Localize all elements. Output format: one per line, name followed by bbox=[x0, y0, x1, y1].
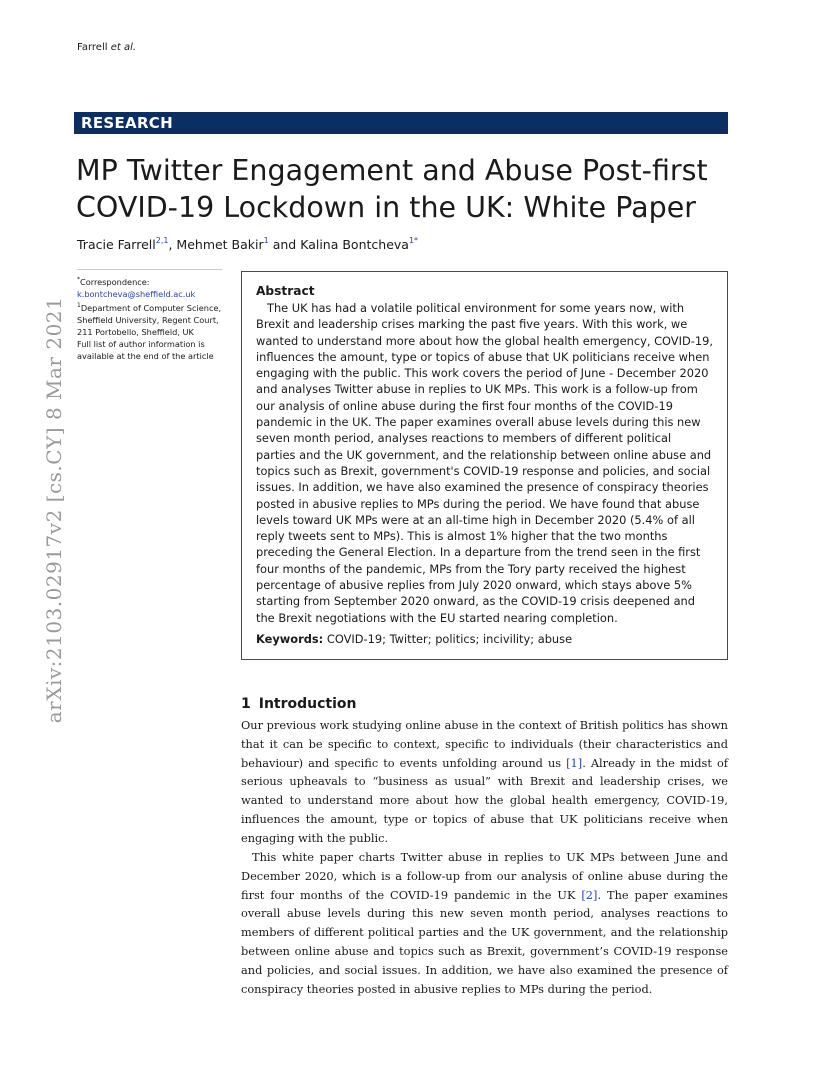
arxiv-identifier-stamp: arXiv:2103.02917v2 [cs.CY] 8 Mar 2021 bbox=[42, 296, 66, 724]
paragraph-text: This white paper charts Twitter abuse in replies to UK MPs between June and December 2020, which is a follow-up from our analysis of online abuse during the first four months of the COVID-19 pandemic in the UK bbox=[241, 850, 728, 902]
author-affiliation-mark[interactable]: 2,1 bbox=[155, 236, 169, 245]
section-title: Introduction bbox=[258, 696, 357, 712]
keywords-line bbox=[256, 631, 713, 647]
affiliation-mark: 1 bbox=[77, 302, 81, 309]
introduction-paragraph-2 bbox=[241, 848, 728, 998]
keywords-list: COVID-19; Twitter; politics; incivility; abuse bbox=[326, 631, 573, 646]
abstract-heading: Abstract bbox=[256, 284, 315, 298]
paragraph-text: . Already in the midst of serious upheavals to “business as usual” with Brexit and leadership crises, we wanted to understand more about how the global health emergency, COVID-19, influences the amount, type or topics of abuse that UK politicians receive when engaging with the public. bbox=[241, 755, 728, 845]
abstract-box bbox=[241, 271, 728, 660]
author-affiliation-mark[interactable]: 1 bbox=[263, 236, 269, 245]
correspondence-email-link[interactable]: k.bontcheva@sheffield.ac.uk bbox=[77, 289, 196, 299]
correspondence-divider bbox=[77, 269, 222, 270]
author-info-note: Full list of author information is available at the end of the article bbox=[77, 339, 214, 361]
introduction-paragraph-1 bbox=[241, 716, 728, 848]
paper-title: MP Twitter Engagement and Abuse Post-first COVID-19 Lockdown in the UK: White Paper bbox=[76, 154, 708, 224]
keywords-label: Keywords: bbox=[256, 631, 324, 646]
citation-link[interactable]: [2] bbox=[581, 887, 598, 902]
running-head-names: Farrell bbox=[77, 42, 108, 53]
author-name: Tracie Farrell bbox=[77, 237, 156, 252]
author-list bbox=[77, 236, 418, 252]
running-head-etal: et al. bbox=[110, 42, 137, 53]
introduction-heading bbox=[241, 696, 357, 712]
abstract-text: The UK has had a volatile political environment for some years now, with Brexit and leadership crises marking the past five years. With this work, we wanted to understand more about how the global health emergency, COVID-19, influences the amount, type or topics of abuse that UK politicians receive when engaging with the public. This work covers the period of June - December 2020 and analyses Twitter abuse in replies to UK MPs. This work is a follow-up from our analysis of online abuse during the first four months of the COVID-19 pandemic in the UK. The paper examines overall abuse levels during this new seven month period, analyses reactions to members of different political parties and the UK government, and the relationship between online abuse and topics such as Brexit, government's COVID-19 response and policies, and social issues. In addition, we have also examined the presence of conspiracy theories posted in abusive replies to MPs during the period. We have found that abuse levels toward UK MPs were at an all-time high in December 2020 (5.4% of all reply tweets sent to MPs). This is almost 1% higher that the two months preceding the General Election. In a departure from the trend seen in the first four months of the pandemic, MPs from the Tory party received the highest percentage of abusive replies from July 2020 onward, which stays above 5% starting from September 2020 onward, as the COVID-19 crisis deepened and the Brexit negotiations with the EU started nearing completion. bbox=[256, 301, 713, 625]
author-name: Kalina Bontcheva bbox=[300, 237, 409, 252]
paragraph-text: Our previous work studying online abuse in the context of British politics has shown that it can be specific to context, specific to individuals (their characteristics and behaviour) and specific to events unfolding around us bbox=[241, 718, 728, 770]
section-label-bar bbox=[74, 112, 728, 134]
author-name: Mehmet Bakir bbox=[176, 237, 264, 252]
affiliation-text: Department of Computer Science, Sheffield University, Regent Court, 211 Portobello, Sheffield, UK bbox=[77, 303, 222, 337]
paragraph-text: . The paper examines overall abuse levels during this new seven month period, analyses reactions to members of different political parties and the UK government, and the relationship between online abuse and topics such as Brexit, government’s COVID-19 response and policies, and social issues. In addition, we have also examined the presence of conspiracy theories posted in abusive replies to MPs during the period. bbox=[241, 887, 728, 996]
author-separator: , bbox=[168, 237, 177, 252]
author-affiliation-mark[interactable]: 1* bbox=[408, 236, 419, 245]
correspondence-star: * bbox=[77, 276, 80, 283]
section-label: RESEARCH bbox=[81, 114, 173, 132]
correspondence-block bbox=[77, 274, 227, 362]
author-separator: and bbox=[268, 237, 301, 252]
correspondence-label: Correspondence: bbox=[80, 277, 150, 287]
running-head bbox=[77, 42, 136, 53]
citation-link[interactable]: [1] bbox=[566, 755, 583, 770]
section-number: 1 bbox=[241, 696, 251, 712]
